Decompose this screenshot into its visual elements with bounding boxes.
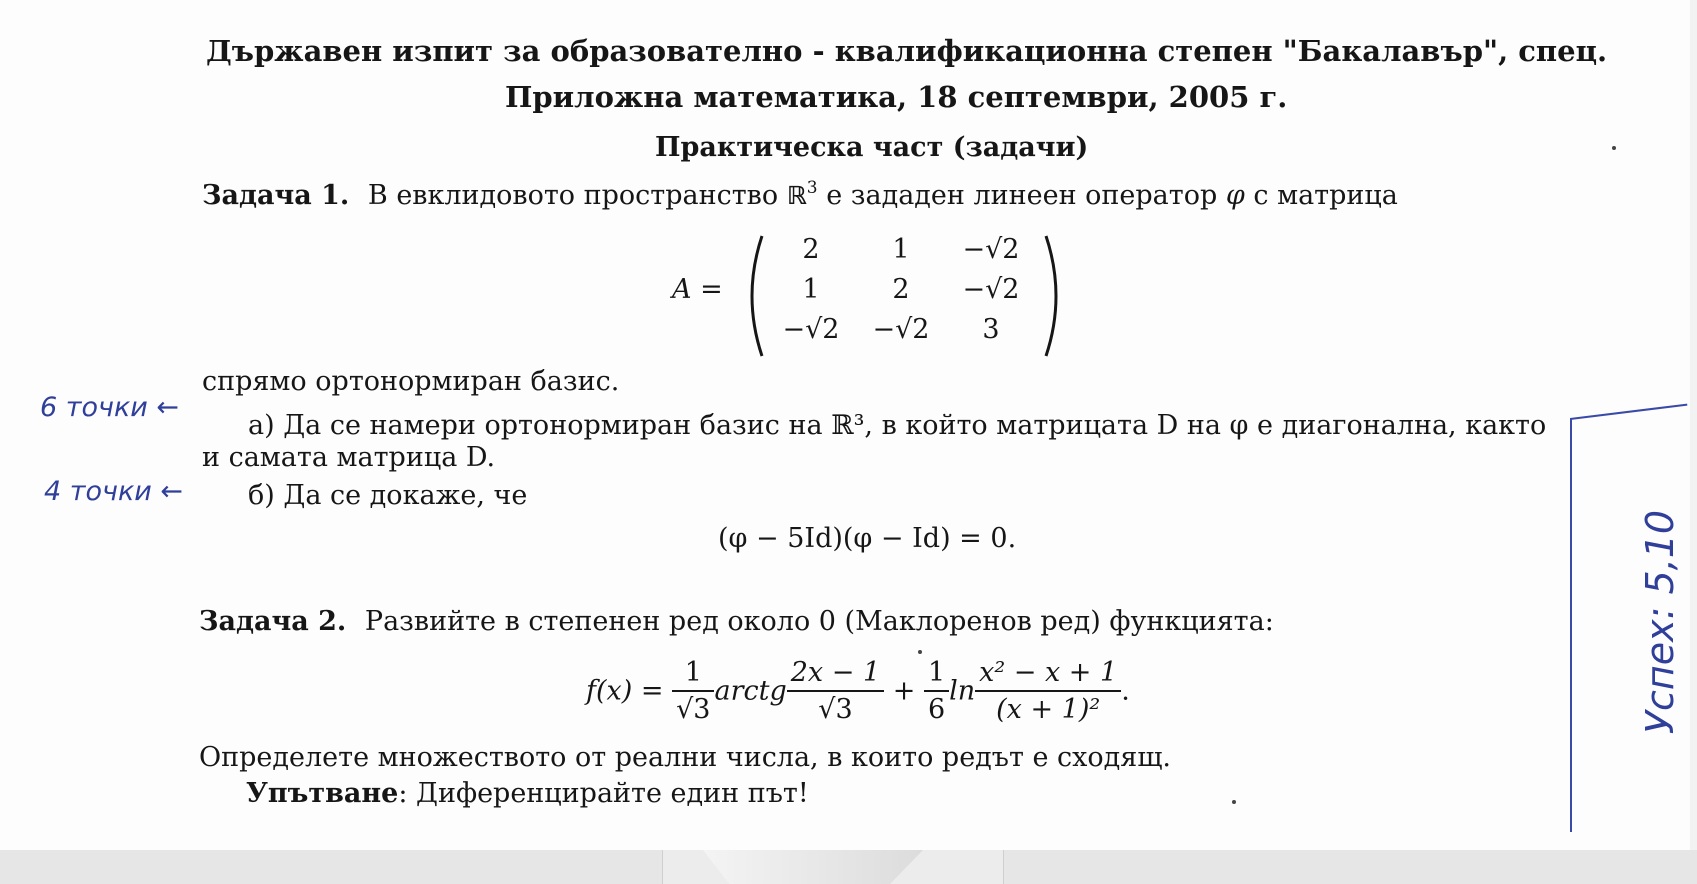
handwritten-points-b: 4 точки ← — [44, 476, 184, 507]
header-line-1: Държавен изпит за образователно - квалификационна степен "Бакалавър", спец. — [206, 34, 1608, 68]
matrix-cell: −√2 — [872, 314, 930, 345]
task2-intro-text: Развийте в степенен ред около 0 (Маклоренов ред) функцията: — [364, 606, 1274, 637]
fraction-numerator: x² − x + 1 — [975, 656, 1121, 692]
part-b-text: б) Да се докаже, че — [248, 480, 528, 511]
matrix-lhs: A = — [672, 274, 723, 305]
scanner-wedge — [703, 850, 923, 884]
fraction-3 — [924, 656, 949, 728]
function-formula — [586, 656, 1130, 728]
fraction-numerator: 1 — [672, 656, 714, 692]
right-paren — [1042, 234, 1068, 358]
left-paren — [740, 234, 766, 358]
task2-intro — [199, 606, 1274, 637]
fraction-1 — [672, 656, 714, 728]
space-exponent: 3 — [806, 178, 818, 198]
after-matrix-text: спрямо ортонормиран базис. — [202, 366, 620, 397]
task1-intro-before: В евклидовото пространство — [367, 180, 779, 211]
margin-box-line — [1570, 418, 1572, 832]
plus-sign: + — [892, 675, 916, 707]
fraction-numerator: 1 — [924, 656, 949, 692]
fraction-numerator: 2x − 1 — [787, 656, 884, 692]
convergence-question: Определете множеството от реални числа, в които редът е сходящ. — [199, 742, 1171, 773]
fraction-2 — [787, 656, 884, 728]
fraction-denominator: 6 — [927, 694, 946, 725]
speck — [918, 650, 922, 654]
matrix-cell: 1 — [802, 274, 820, 305]
task1-intro-after: е зададен линеен оператор — [826, 180, 1218, 211]
operator-equation: (φ − 5Id)(φ − Id) = 0. — [718, 523, 1017, 554]
fraction-denominator: (x + 1)² — [996, 694, 1101, 725]
fx-lhs: f(x) = — [586, 675, 664, 707]
task1-intro-end: с матрица — [1253, 180, 1398, 211]
matrix-A — [672, 234, 1092, 358]
handwritten-points-a: 6 точки ← — [40, 392, 180, 423]
task1-intro — [202, 180, 1398, 211]
matrix-cell: 2 — [892, 274, 910, 305]
arctg-text: arctg — [714, 675, 787, 707]
part-a-line2: и самата матрица D. — [202, 442, 496, 473]
section-title: Практическа част (задачи) — [655, 132, 1089, 163]
hint-text: : Диференцирайте един път! — [398, 778, 809, 809]
phi-symbol: φ — [1225, 180, 1245, 211]
speck — [1612, 146, 1616, 150]
matrix-cell: 1 — [892, 234, 910, 265]
margin-box-top-line — [1570, 404, 1687, 420]
handwritten-grade: Успех: 5,10 — [1638, 509, 1682, 735]
ln-text: ln — [949, 675, 976, 707]
matrix-cell: −√2 — [962, 274, 1020, 305]
fraction-denominator: √3 — [818, 694, 853, 725]
hint — [246, 778, 809, 809]
hint-label: Упътване — [246, 778, 399, 809]
matrix-cell: −√2 — [782, 314, 840, 345]
scanner-bottom-strip — [0, 850, 1697, 884]
header-line-2: Приложна математика, 18 септември, 2005 г. — [505, 80, 1288, 114]
speck — [1232, 800, 1236, 804]
space-symbol: ℝ — [786, 181, 807, 210]
matrix-cell: −√2 — [962, 234, 1020, 265]
matrix-cell: 3 — [982, 314, 1000, 345]
matrix-cell: 2 — [802, 234, 820, 265]
fraction-denominator: √3 — [676, 694, 711, 725]
task1-label: Задача 1. — [202, 180, 350, 211]
formula-end: . — [1121, 675, 1130, 707]
fraction-4 — [975, 656, 1121, 728]
task2-label: Задача 2. — [199, 606, 347, 637]
part-a-line1: а) Да се намери ортонормиран базис на ℝ³, в който матрицата D на φ е диагонална, както — [248, 410, 1547, 441]
scanner-tab — [662, 850, 1004, 884]
